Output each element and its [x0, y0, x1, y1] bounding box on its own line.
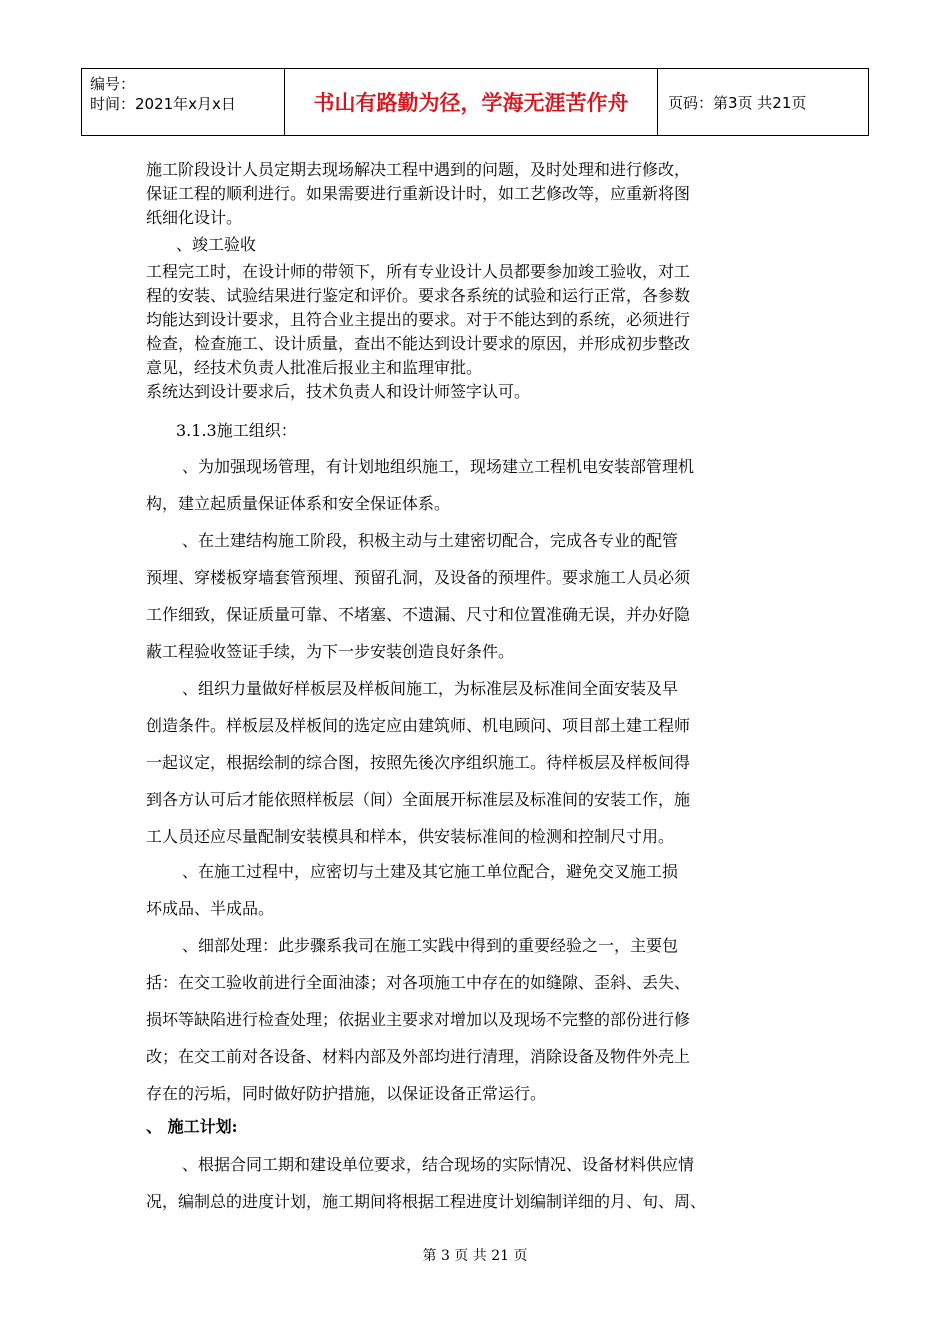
paragraph-completion-acceptance	[146, 260, 826, 404]
text-line: 保证工程的顺利进行。如果需要进行重新设计时，如工艺修改等，应重新将图	[146, 184, 691, 203]
text-line: 坏成品、半成品。	[146, 899, 275, 918]
header-motto: 书山有路勤为径，学海无涯苦作舟	[285, 69, 658, 135]
text-line: 系统达到设计要求后，技术负责人和设计师签字认可。	[146, 382, 531, 401]
text-line: 、组织力量做好样板层及样板间施工，为标准层及标准间全面安装及早	[182, 679, 679, 698]
text-line: 工人员还应尽量配制安装模具和样本，供安装标准间的检测和控制尺寸用。	[146, 827, 675, 846]
paragraph-design-followup	[146, 158, 826, 230]
heading-construction-organization: 3.1.3施工组织：	[176, 421, 297, 440]
text-line: 、在土建结构施工阶段，积极主动与土建密切配合，完成各专业的配管	[182, 531, 679, 550]
text-line: 、为加强现场管理，有计划地组织施工，现场建立工程机电安装部管理机	[182, 457, 695, 476]
text-line: 意见，经技术负责人批准后报业主和监理审批。	[146, 358, 483, 377]
page-footer: 第 3 页 共 21 页	[422, 1248, 528, 1264]
text-line: 程的安装、试验结果进行鉴定和评价。要求各系统的试验和运行正常，各参数	[146, 286, 691, 305]
text-line: 况，编制总的进度计划，施工期间将根据工程进度计划编制详细的月、旬、周、	[146, 1192, 707, 1211]
heading-completion-acceptance: 、竣工验收	[176, 235, 257, 254]
heading-construction-plan: 、 施工计划:	[146, 1117, 238, 1136]
text-line: 一起议定，根据绘制的综合图，按照先後次序组织施工。待样板层及样板间得	[146, 753, 691, 772]
header-meta	[82, 69, 285, 135]
paragraph-civil-coordination	[146, 522, 826, 670]
text-line: 、在施工过程中，应密切与土建及其它施工单位配合，避免交叉施工损	[182, 862, 679, 881]
date-label: 时间：2021年x月x日	[90, 95, 236, 113]
paragraph-schedule	[146, 1146, 826, 1220]
text-line: 损坏等缺陷进行检查处理；依据业主要求对增加以及现场不完整的部份进行修	[146, 1010, 691, 1029]
text-line: 、根据合同工期和建设单位要求，结合现场的实际情况、设备材料供应情	[182, 1155, 695, 1174]
text-line: 到各方认可后才能依照样板层（间）全面展开标准层及标准间的安装工作，施	[146, 790, 691, 809]
text-line: 检查，检查施工、设计质量，查出不能达到设计要求的原因，并形成初步整改	[146, 334, 691, 353]
paragraph-sample-floor	[146, 670, 826, 855]
text-line: 、细部处理：此步骤系我司在施工实践中得到的重要经验之一，主要包	[182, 936, 679, 955]
text-line: 均能达到设计要求，且符合业主提出的要求。对于不能达到的系统，必须进行	[146, 310, 691, 329]
text-line: 工作细致，保证质量可靠、不堵塞、不遗漏、尺寸和位置准确无误，并办好隐	[146, 605, 691, 624]
paragraph-cooperation	[146, 853, 826, 927]
header-page-number: 页码：第3页 共21页	[668, 93, 807, 112]
text-line: 蔽工程验收签证手续，为下一步安装创造良好条件。	[146, 642, 515, 661]
text-line: 工程完工时，在设计师的带领下，所有专业设计人员都要参加竣工验收，对工	[146, 262, 691, 281]
text-line: 括：在交工验收前进行全面油漆；对各项施工中存在的如缝隙、歪斜、丢失、	[146, 973, 691, 992]
paragraph-site-management	[146, 448, 826, 522]
text-line: 纸细化设计。	[146, 208, 243, 227]
text-line: 构，建立起质量保证体系和安全保证体系。	[146, 494, 451, 513]
serial-number-label: 编号：	[90, 75, 136, 93]
text-line: 改；在交工前对各设备、材料内部及外部均进行清理，消除设备及物件外壳上	[146, 1047, 691, 1066]
text-line: 存在的污垢，同时做好防护措施，以保证设备正常运行。	[146, 1084, 547, 1103]
document-header	[81, 68, 869, 136]
text-line: 预埋、穿楼板穿墙套管预埋、预留孔洞，及设备的预埋件。要求施工人员必须	[146, 568, 691, 587]
text-line: 创造条件。样板层及样板间的选定应由建筑师、机电顾问、项目部土建工程师	[146, 716, 691, 735]
paragraph-detail-handling	[146, 927, 826, 1112]
text-line: 施工阶段设计人员定期去现场解决工程中遇到的问题，及时处理和进行修改，	[146, 160, 691, 179]
